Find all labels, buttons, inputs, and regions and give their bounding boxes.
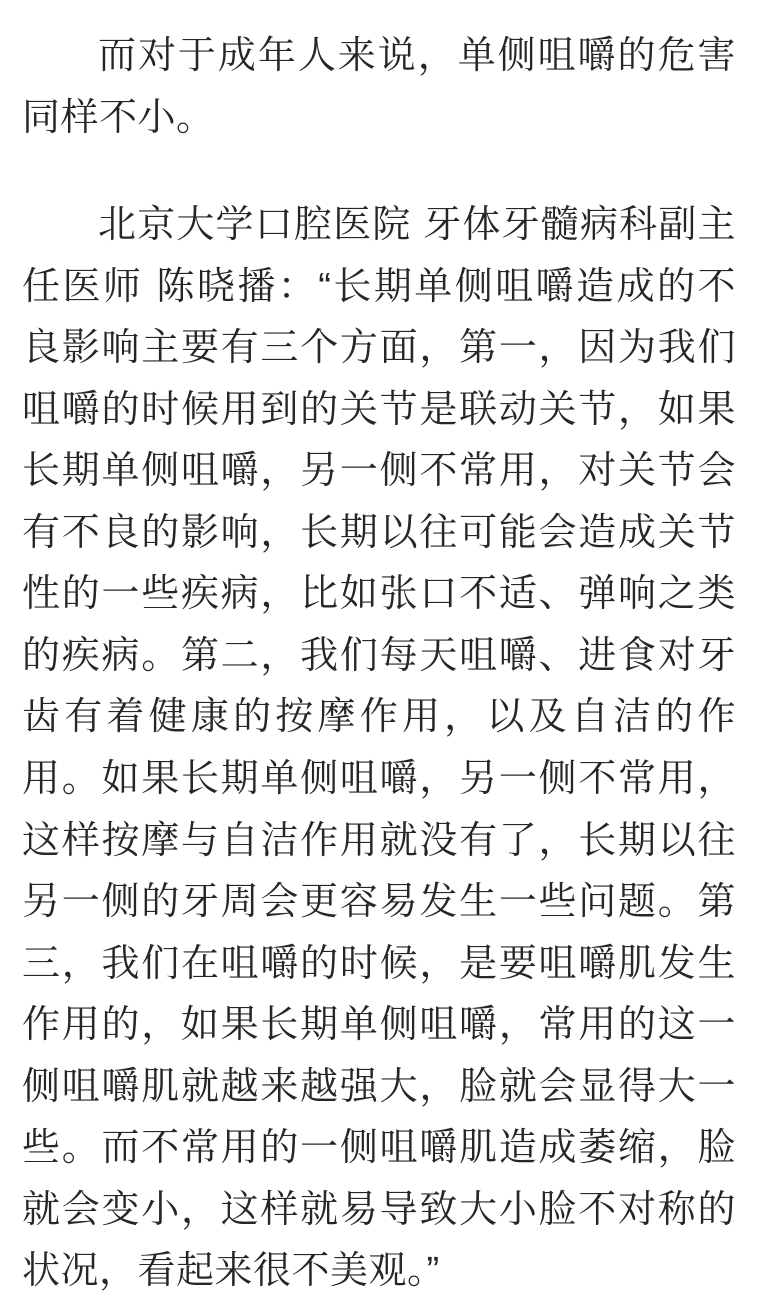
paragraph-1: 而对于成年人来说，单侧咀嚼的危害同样不小。	[22, 35, 736, 139]
paragraph-2: 北京大学口腔医院 牙体牙髓病科副主任医师 陈晓播：“长期单侧咀嚼造成的不良影响主要有三个方面，第一，因为我们咀嚼的时候用到的关节是联动关节，如果长期单侧咀嚼，另一侧不常用，对关节会有不良的影响，长期以往可能会造成关节性的一些疾病，比如张口不适、弹响之类的疾病。第二，我们每天咀嚼、进食对牙齿有着健康的按摩作用，以及自洁的作用。如果长期单侧咀嚼，另一侧不常用，这样按摩与自洁作用就没有了，长期以往另一侧的牙周会更容易发生一些问题。第三，我们在咀嚼的时候，是要咀嚼肌发生作用的，如果长期单侧咀嚼，常用的这一侧咀嚼肌就越来越强大，脸就会显得大一些。而不常用的一侧咀嚼肌造成萎缩，脸就会变小，这样就易导致大小脸不对称的状况，看起来很不美观。”	[22, 204, 736, 1293]
article-body	[22, 26, 736, 1303]
